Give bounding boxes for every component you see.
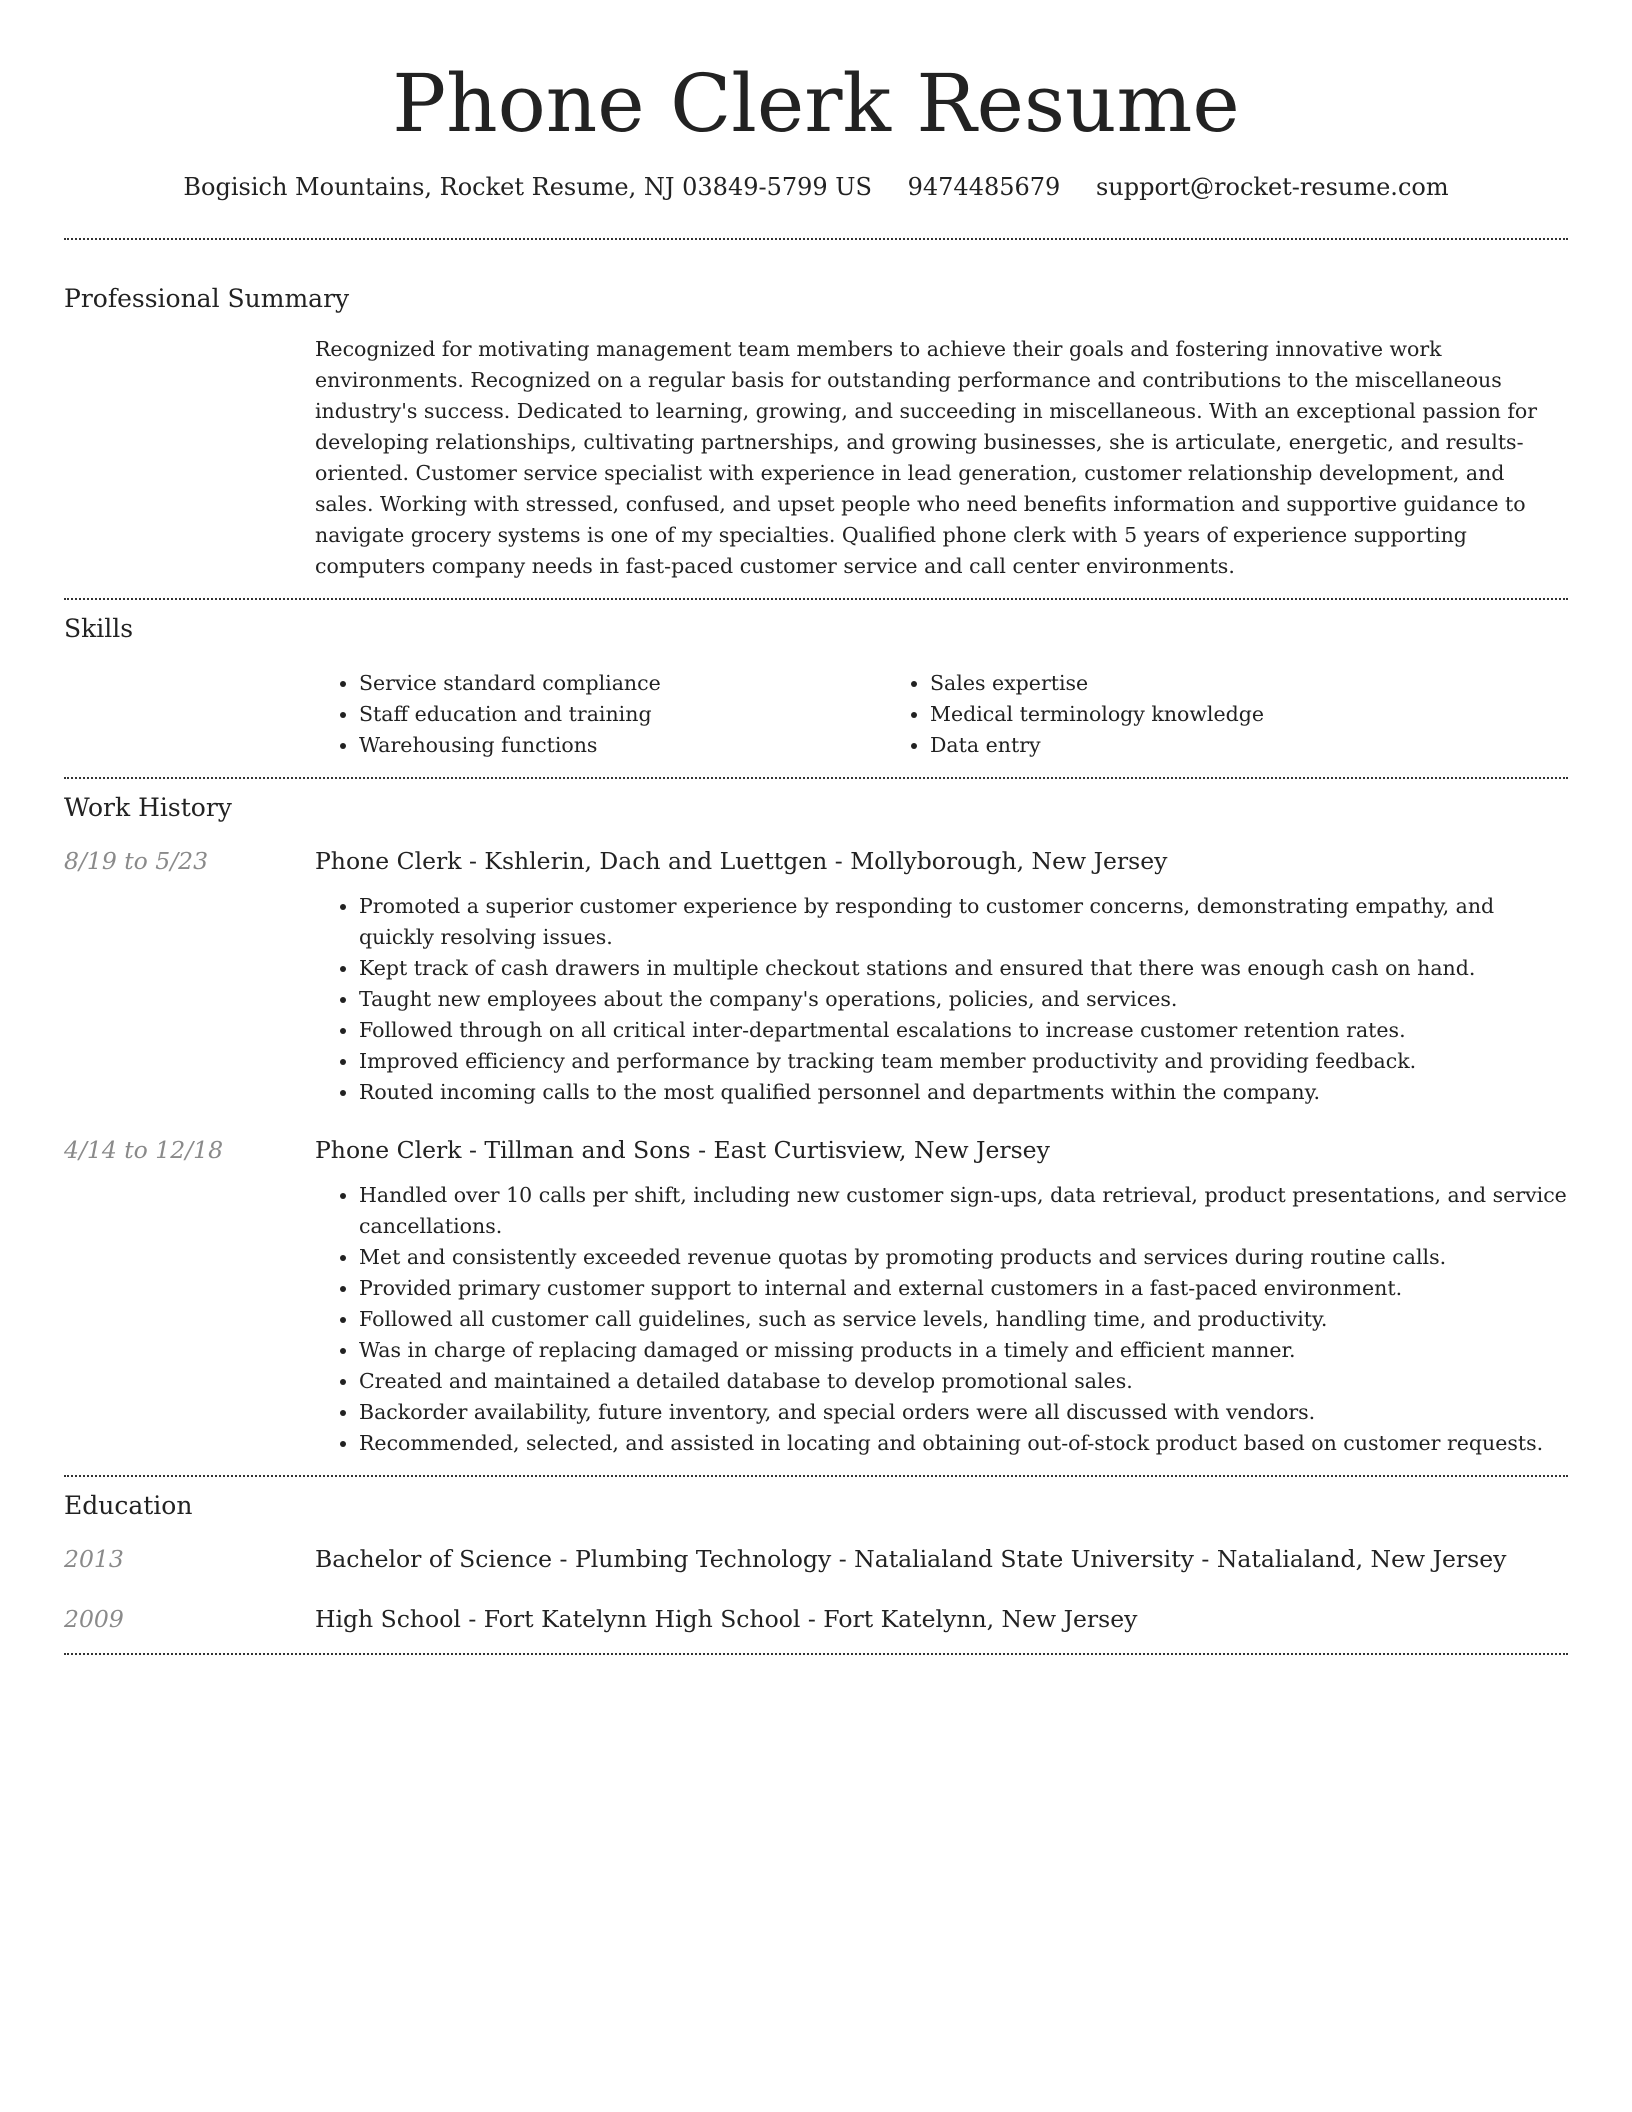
job-bullet: • Was in charge of replacing damaged or missing products in a timely and efficient manner. (359, 1335, 1568, 1366)
education-body (315, 1541, 1568, 1577)
job-location: Mollyborough, New Jersey (850, 847, 1168, 875)
work-history-heading: Work History (64, 793, 232, 822)
job-heading: Phone Clerk - Tillman and Sons - East Curtisview, New Jersey (315, 1136, 1050, 1164)
job-company: Tillman and Sons (484, 1136, 691, 1164)
job-body (315, 1132, 1568, 1459)
job-role: Phone Clerk (315, 1136, 462, 1164)
education-heading: Education (64, 1491, 193, 1520)
education-body (315, 1601, 1568, 1637)
job-bullets (315, 891, 1568, 1108)
education-heading-line: High School - Fort Katelynn High School - Fort Katelynn, New Jersey (315, 1605, 1138, 1633)
skill-item: • Data entry (930, 730, 1457, 761)
education-degree: Bachelor of Science (315, 1545, 553, 1573)
summary-text: Recognized for motivating management team members to achieve their goals and fostering innovative work environments. Recognized on a regular basis for outstanding performance and contributions to the miscellaneous industry's success. Dedicated to learning, growing, and succeeding in miscellaneous. With an exceptional passion for developing relationships, cultivating partnerships, and growing businesses, she is articulate, energetic, and results-oriented. Customer service specialist with experience in lead generation, customer relationship development, and sales. Working with stressed, confused, and upset people who need benefits information and supportive guidance to navigate grocery systems is one of my specialties. Qualified phone clerk with 5 years of experience supporting computers company needs in fast-paced customer service and call center environments. (315, 337, 1538, 578)
skill-item: • Service standard compliance (359, 668, 886, 699)
education-location: Natalialand, New Jersey (1216, 1545, 1507, 1573)
education-school: Natalialand State University (854, 1545, 1194, 1573)
education-entry (64, 1601, 1568, 1637)
education-heading-line: Bachelor of Science - Plumbing Technology - Natalialand State University - Natalialand, New Jersey (315, 1545, 1507, 1573)
job-bullet: • Routed incoming calls to the most qualified personnel and departments within the company. (359, 1077, 1568, 1108)
job-company: Kshlerin, Dach and Luettgen (484, 847, 828, 875)
divider (64, 1475, 1568, 1477)
contact-address: Bogisich Mountains, Rocket Resume, NJ 03849-5799 US (183, 173, 872, 201)
job-bullet: • Taught new employees about the company's operations, policies, and services. (359, 984, 1568, 1015)
divider (64, 777, 1568, 779)
resume-page (64, 0, 1568, 1655)
summary-heading: Professional Summary (64, 284, 350, 313)
job-entry (64, 843, 1568, 1108)
job-bullet: • Provided primary customer support to internal and external customers in a fast-paced environment. (359, 1273, 1568, 1304)
skill-item: • Warehousing functions (359, 730, 886, 761)
education-entry (64, 1541, 1568, 1577)
job-bullet: • Created and maintained a detailed database to develop promotional sales. (359, 1366, 1568, 1397)
divider (64, 598, 1568, 600)
contact-line (64, 170, 1568, 204)
education-year: 2013 (64, 1545, 124, 1573)
job-entry (64, 1132, 1568, 1459)
job-bullet: • Followed all customer call guidelines, such as service levels, handling time, and productivity. (359, 1304, 1568, 1335)
job-bullet: • Promoted a superior customer experience by responding to customer concerns, demonstrating empathy, and quickly resolving issues. (359, 891, 1568, 953)
divider (64, 1653, 1568, 1655)
job-bullet: • Kept track of cash drawers in multiple checkout stations and ensured that there was enough cash on hand. (359, 953, 1568, 984)
job-role: Phone Clerk (315, 847, 462, 875)
job-bullet: • Followed through on all critical inter-departmental escalations to increase customer retention rates. (359, 1015, 1568, 1046)
job-bullet: • Recommended, selected, and assisted in locating and obtaining out-of-stock product based on customer requests. (359, 1428, 1568, 1459)
skill-item: • Medical terminology knowledge (930, 699, 1457, 730)
job-location: East Curtisview, New Jersey (713, 1136, 1050, 1164)
job-bullet: • Met and consistently exceeded revenue quotas by promoting products and services during routine calls. (359, 1242, 1568, 1273)
skills-list (315, 668, 1568, 761)
education-location: Fort Katelynn, New Jersey (823, 1605, 1138, 1633)
job-dates: 4/14 to 12/18 (64, 1136, 224, 1164)
skills-column-left (315, 668, 886, 761)
job-bullet: • Improved efficiency and performance by tracking team member productivity and providing feedback. (359, 1046, 1568, 1077)
job-bullet: • Backorder availability, future inventory, and special orders were all discussed with vendors. (359, 1397, 1568, 1428)
education-field: Plumbing Technology (574, 1545, 832, 1573)
job-heading: Phone Clerk - Kshlerin, Dach and Luettgen - Mollyborough, New Jersey (315, 847, 1168, 875)
skill-item: • Sales expertise (930, 668, 1457, 699)
education-school: Fort Katelynn High School (483, 1605, 801, 1633)
skills-heading: Skills (64, 614, 134, 643)
skills-column-right (886, 668, 1457, 761)
divider (64, 238, 1568, 240)
skill-item: • Staff education and training (359, 699, 886, 730)
resume-title: Phone Clerk Resume (392, 57, 1240, 150)
job-body (315, 843, 1568, 1108)
job-dates: 8/19 to 5/23 (64, 847, 209, 875)
contact-email: support@rocket-resume.com (1095, 173, 1449, 201)
job-bullets (315, 1180, 1568, 1459)
job-bullet: • Handled over 10 calls per shift, including new customer sign-ups, data retrieval, product presentations, and service cancellations. (359, 1180, 1568, 1242)
contact-phone: 9474485679 (907, 173, 1061, 201)
education-year: 2009 (64, 1605, 124, 1633)
education-degree: High School (315, 1605, 461, 1633)
